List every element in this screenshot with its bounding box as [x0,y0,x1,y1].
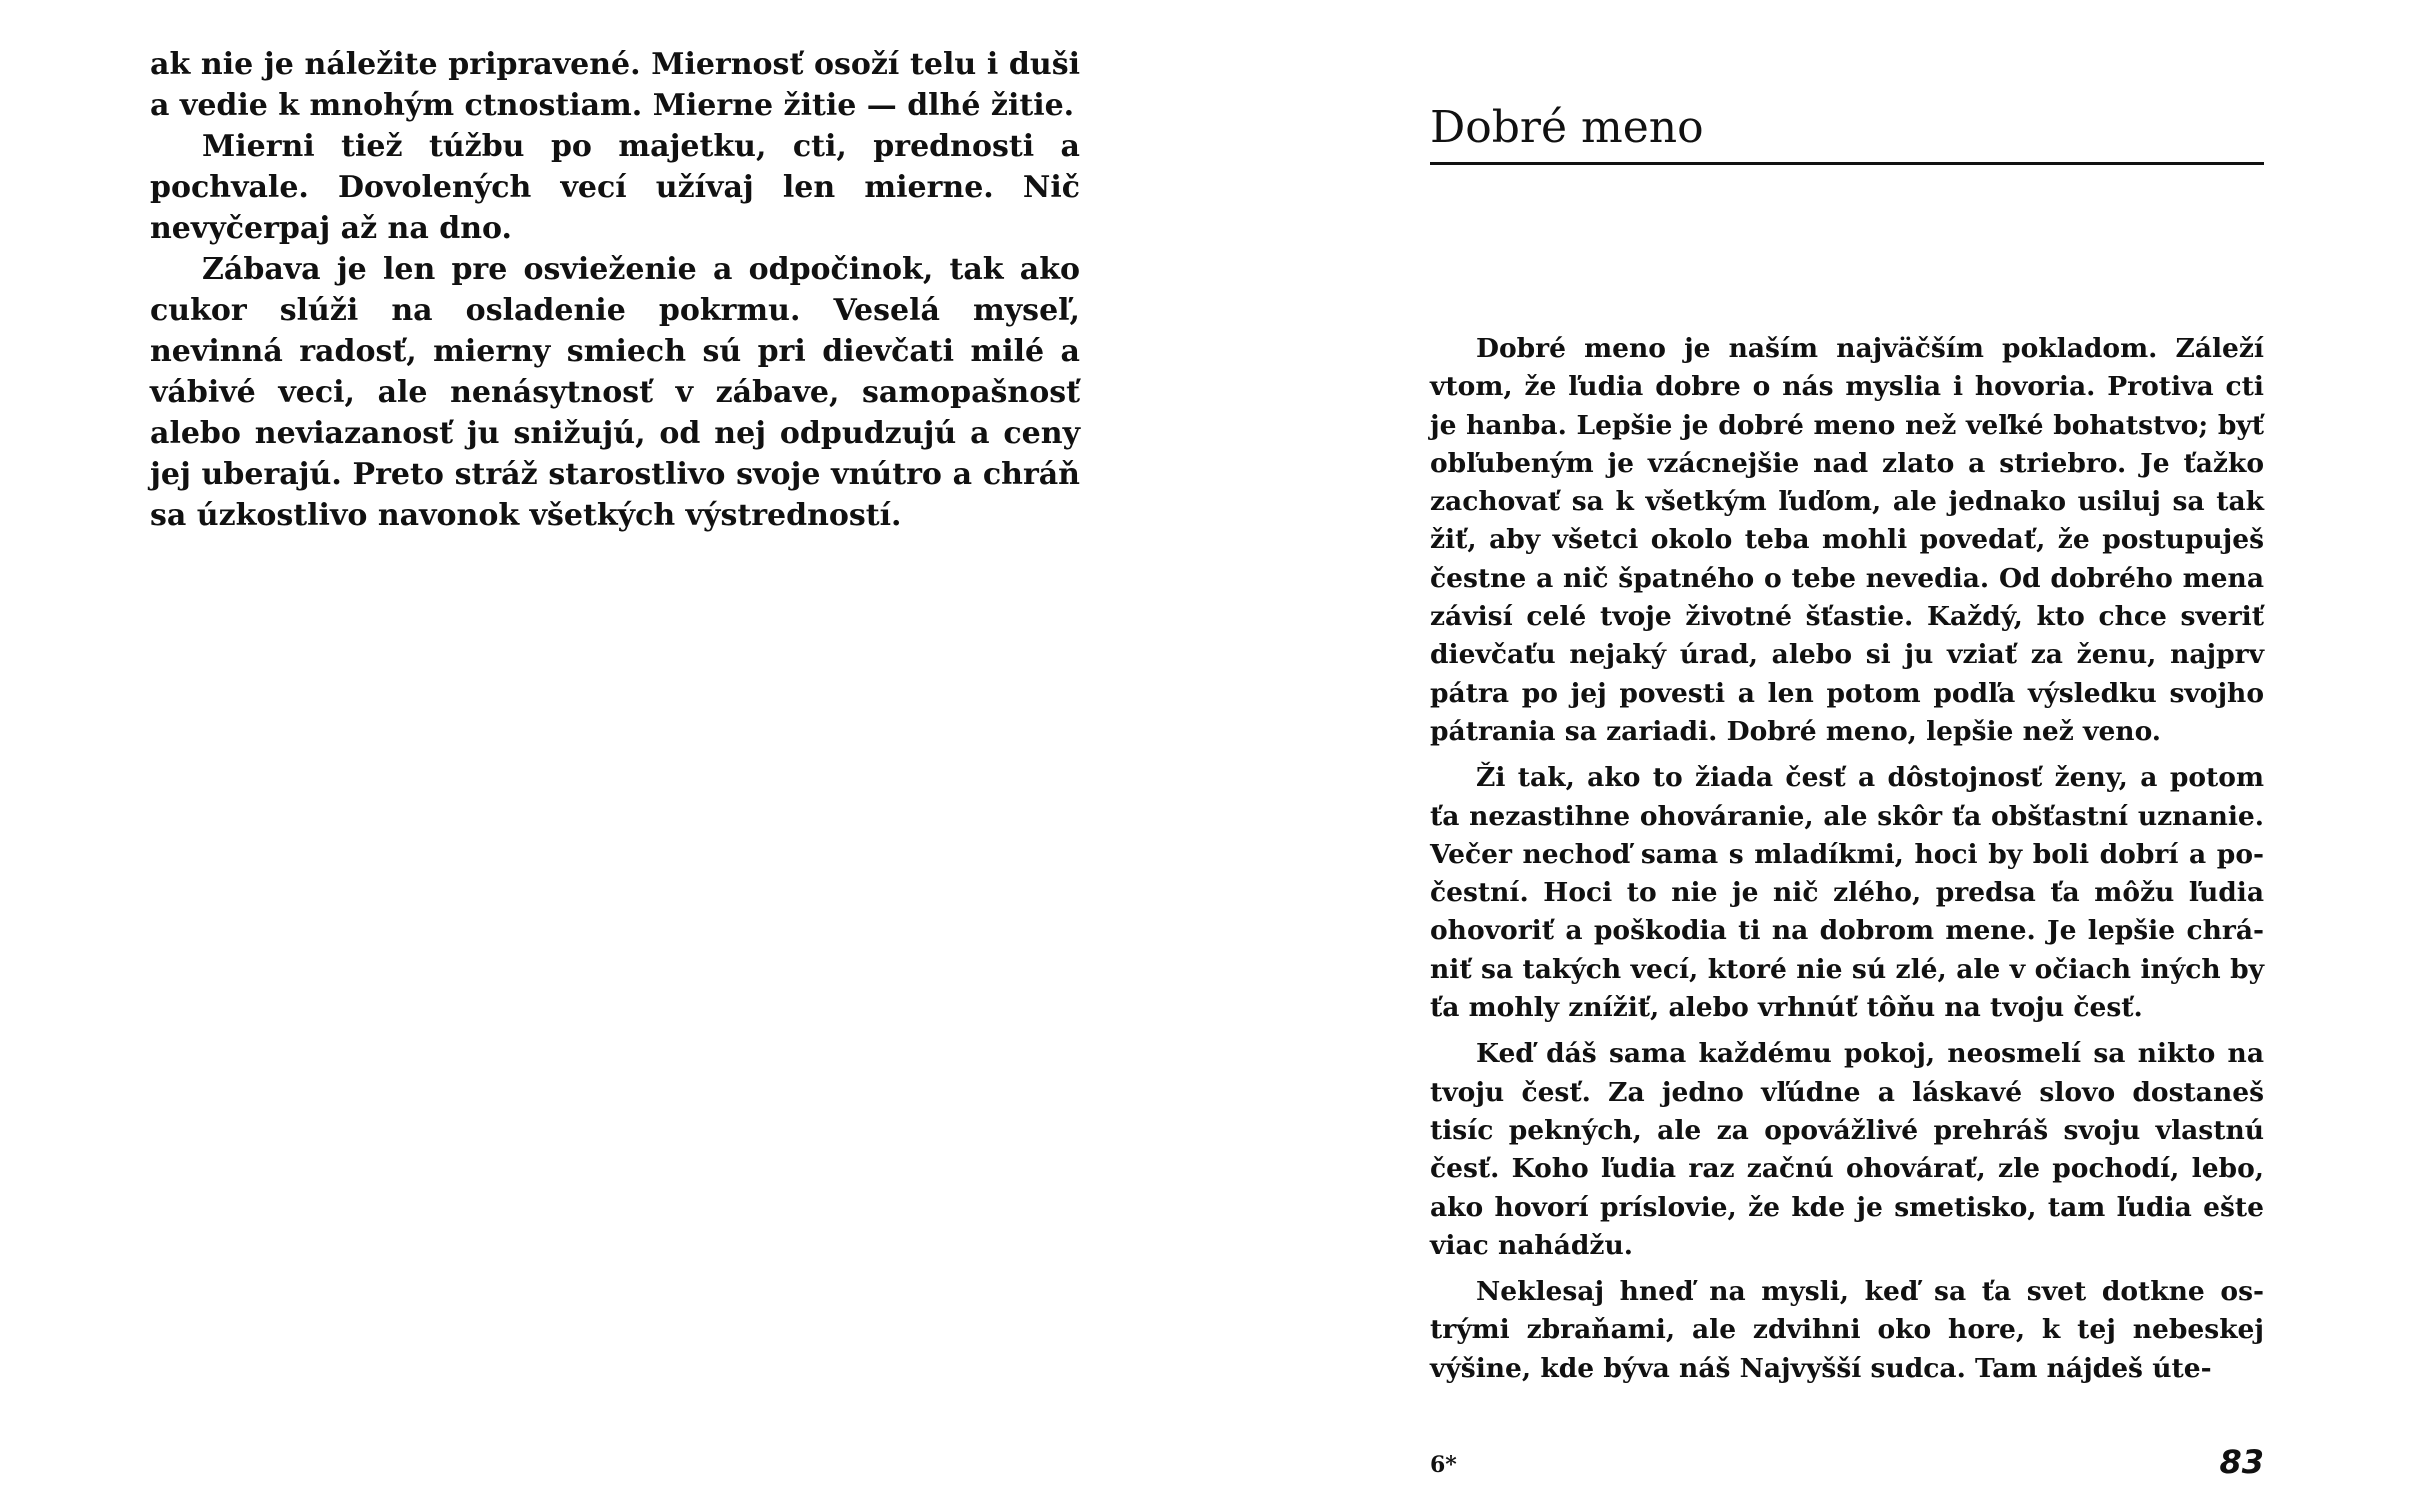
right-paragraph-4: Neklesaj hneď na mysli, keď sa ťa svet dotkne ostrými zbraňami, ale zdvihni oko hore, k tej nebeskej výšine, kde býva náš Najvyšší sudca. Tam nájdeš úte- [1430,1276,2264,1384]
right-page-text [1430,330,2264,1396]
left-page-text [150,44,1080,536]
right-paragraph-2: Ži tak, ako to žiada česť a dôstojnosť ženy, a potom ťa nezastihne ohováranie, ale skôr ťa obšťastní uznanie. Večer nechoď sama s mladíkmi, hoci by boli dobrí a počestní. Hoci to nie je nič zlého, predsa ťa môžu ľudia ohovoriť a poškodia ti na dobrom mene. Je lepšie chrániť sa takých vecí, ktoré nie sú zlé, ale v očiach iných by ťa mohly znížiť, alebo vrhnúť tôňu na tvoju česť. [1430,762,2264,1024]
left-paragraph-2: Mierni tiež túžbu po majetku, cti, prednosti a pochvale. Dovolených vecí užívaj len mierne. Nič nevyčerpaj až na dno. [150,129,1080,246]
heading-rule [1430,162,2264,165]
page-number: 83 [2219,1443,2264,1481]
right-paragraph-1: Dobré meno je naším najväčším pokladom. Záleží vtom, že ľudia dobre o nás myslia i hovoria. Protiva cti je hanba. Lepšie je dobré meno než veľké bohatstvo; byť obľubeným je vzácnejšie nad zlato a striebro. Je ťažko zachovať sa k všetkým ľuďom, ale jednako usiluj sa tak žiť, aby všetci okolo teba mohli povedať, že postupuješ čestne a nič špatného o tebe nevedia. Od dobrého mena závisí celé tvoje životné šťastie. Každý, kto chce sveriť dievčaťu nejaký úrad, alebo si ju vziať za ženu, najprv pátra po jej povesti a len potom podľa výsledku svojho pátrania sa zariadi. Dobré meno, lepšie než veno. [1430,333,2264,747]
left-paragraph-1: ak nie je náležite pripravené. Miernosť osoží telu i duši a vedie k mnohým ctnostiam. Mierne žitie — dlhé žitie. [150,47,1080,123]
right-paragraph-3: Keď dáš sama každému pokoj, neosmelí sa nikto na tvoju česť. Za jedno vľúdne a láskavé slovo dostaneš tisíc pekných, ale za opovážlivé prehráš svoju vlastnú česť. Koho ľudia raz začnú ohovárať, zle pochodí, lebo, ako hovorí príslovie, že kde je smetisko, tam ľudia ešte viac nahádžu. [1430,1038,2264,1261]
chapter-heading: Dobré meno [1430,102,1704,153]
left-paragraph-3: Zábava je len pre osvieženie a odpočinok, tak ako cukor slúži na osladenie pokrmu. Veselá myseľ, nevinná radosť, mierny smiech sú pri dievčati milé a vábivé veci, ale nenásytnosť v zábave, samopašnosť alebo neviazanosť ju snižujú, od nej odpudzujú a ceny jej uberajú. Preto stráž starostlivo svoje vnútro a chráň sa úzkostlivo navonok všetkých výstredností. [150,252,1080,533]
right-page [1210,0,2420,1500]
printer-signature-mark: 6* [1430,1452,1457,1478]
